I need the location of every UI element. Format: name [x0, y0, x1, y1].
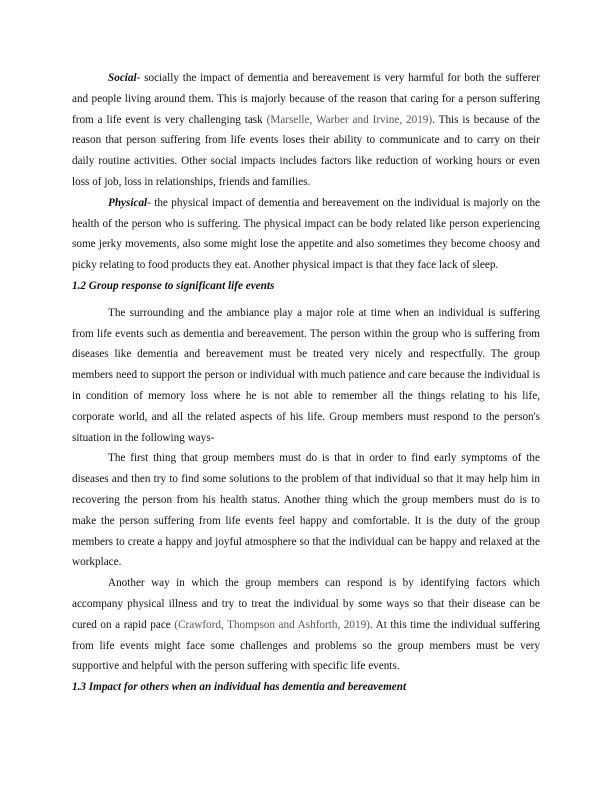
social-text-a: - socially the impact of dementia and bereavement is very harmful for both the sufferer and people living around them. This is majorly because of the reason that caring for a person suffering from a life event is very challenging task [72, 72, 540, 126]
section-heading-1-2: 1.2 Group response to significant life events [72, 279, 275, 292]
social-term: Social [108, 72, 137, 84]
section-heading-1-3: 1.3 Impact for others when an individual has dementia and bereavement [72, 681, 407, 694]
social-text-b: . This is because of the reason that person suffering from life events loses their ability to communicate and to carry on their daily routine activities. Other social impacts includes factors like reduction of working hours or even loss of job, loss in relationships, friends and families. [72, 113, 540, 188]
another-way-text-b: . At this time the individual suffering from life events might face some challenges and problems so the group members must be very supportive and helpful with the person suffering with specific life events. [72, 618, 540, 673]
citation-crawford: (Crawford, Thompson and Ashforth, 2019) [174, 618, 370, 631]
physical-text: - the physical impact of dementia and bereavement on the individual is majorly on the health of the person who is suffering. The physical impact can be body related like person experiencing some jerky movements, also some might lose the appetite and also sometimes they become choosy and picky relating to food products they eat. Another physical impact is that they face lack of sleep. [72, 196, 540, 272]
another-way-text-a: Another way in which the group members can respond is by identifying factors which accompany physical illness and try to treat the individual by some ways so that their disease can be cured on a rapid pace [72, 577, 540, 631]
physical-term: Physical [108, 196, 148, 209]
document-page [72, 68, 540, 698]
first-thing-paragraph: The first thing that group members must do is that in order to find early symptoms of the diseases and then try to find some solutions to the problem of that individual so that it may help him in recovering the person from his health status. Another thing which the group members must do is to make the person suffering from life events feel happy and comfortable. It is the duty of the group members to create a happy and joyful atmosphere so that the individual can be happy and relaxed at the workplace. [72, 452, 540, 569]
another-way-paragraph [72, 573, 540, 677]
physical-impact-paragraph [72, 193, 540, 276]
citation-marselle: (Marselle, Warber and Irvine, 2019) [266, 113, 433, 126]
social-impact-paragraph [72, 68, 540, 193]
surrounding-paragraph: The surrounding and the ambiance play a major role at time when an individual is suffering from life events such as dementia and bereavement. The person within the group who is suffering from diseases like dementia and bereavement must be treated very nicely and respectfully. The group members need to support the person or individual with much patience and care because the individual is in condition of memory loss where he is not able to remember all the things relating to his life, corporate world, and all the related aspects of his life. Group members must respond to the person's situation in the following ways- [72, 306, 540, 444]
